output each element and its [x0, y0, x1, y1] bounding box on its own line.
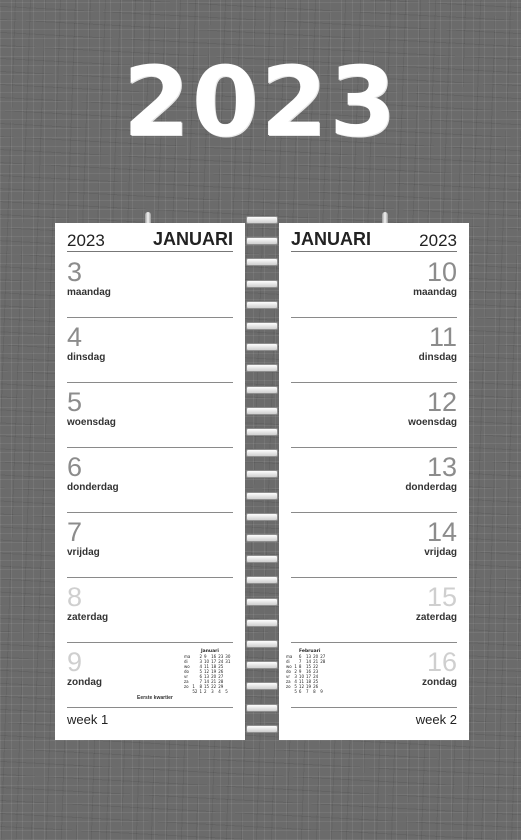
spiral-coil	[244, 661, 278, 669]
spiral-wire	[246, 470, 278, 478]
mini-calendar-cell: 4	[199, 664, 202, 669]
spiral-wire	[246, 534, 278, 542]
mini-calendar-cell: 29	[218, 684, 224, 689]
mini-calendar-cell: 19	[306, 684, 312, 689]
spiral-wire	[246, 492, 278, 500]
day-number: 15	[426, 582, 457, 612]
mini-calendar-cell: 27	[218, 674, 224, 679]
spiral-coil	[244, 725, 278, 733]
day-name: zaterdag	[67, 612, 109, 623]
day-number: 8	[67, 582, 83, 612]
day-number: 13	[426, 452, 457, 482]
mini-calendar-cell: 9	[204, 654, 207, 659]
mini-calendar-cell: 4	[218, 689, 221, 694]
day-name: woensdag	[67, 417, 116, 428]
mini-calendar-cell: ma	[184, 654, 191, 659]
mini-calendar-cell: 14	[306, 659, 312, 664]
mini-calendar-cell: vr	[184, 674, 189, 679]
spiral-wire	[246, 725, 278, 733]
day-row-tuesday[interactable]	[291, 318, 457, 383]
spiral-wire	[246, 407, 278, 415]
mini-calendar-cell: 23	[313, 669, 319, 674]
header-month: JANUARI	[152, 229, 233, 249]
mini-calendar-cell: 3	[294, 674, 297, 679]
mini-calendar-cell: 4	[294, 679, 297, 684]
mini-calendar-cell: do	[286, 669, 291, 674]
mini-calendar-cell: di	[184, 659, 188, 664]
spiral-coil	[244, 513, 278, 521]
mini-calendar-cell: za	[286, 679, 291, 684]
day-name: zondag	[67, 677, 102, 688]
day-number: 11	[428, 322, 457, 352]
day-name: woensdag	[408, 417, 457, 428]
mini-calendar-cell: 2	[199, 654, 202, 659]
mini-calendar-cell: 7	[199, 679, 202, 684]
spiral-wire	[246, 301, 278, 309]
day-name: zondag	[422, 677, 457, 688]
mini-calendar-cell: 1	[192, 684, 195, 689]
day-number: 16	[426, 647, 457, 677]
spiral-wire	[246, 704, 278, 712]
spiral-coil	[244, 449, 278, 457]
mini-calendar-cell: 6	[199, 674, 202, 679]
spiral-wire	[246, 682, 278, 690]
spiral-coil	[244, 619, 278, 627]
mini-calendar-cell: 31	[225, 659, 231, 664]
spiral-coil	[244, 364, 278, 372]
mini-calendar-cell	[183, 689, 191, 694]
spiral-coil	[244, 640, 278, 648]
mini-calendar-cell: 28	[218, 679, 224, 684]
week-label: week 1	[67, 712, 109, 727]
day-row-wednesday[interactable]	[67, 383, 233, 448]
day-row-monday[interactable]	[67, 253, 233, 318]
spiral-wire	[246, 237, 278, 245]
spiral-coil	[244, 492, 278, 500]
mini-calendar-row	[183, 689, 231, 694]
spiral-coil	[244, 322, 278, 330]
day-row-thursday[interactable]	[291, 448, 457, 513]
mini-calendar-cell: 14	[204, 679, 210, 684]
spiral-coil	[244, 301, 278, 309]
mini-calendar-cell: 28	[320, 659, 326, 664]
mini-calendar-cell: 13	[204, 674, 210, 679]
mini-calendar-cell: di	[286, 659, 290, 664]
mini-calendar-cell: 30	[225, 654, 231, 659]
calendar-page-left	[55, 223, 245, 740]
mini-calendar-cell: 26	[218, 669, 224, 674]
spiral-wire	[246, 598, 278, 606]
spiral-wire	[246, 386, 278, 394]
day-name: vrijdag	[67, 547, 100, 558]
mini-calendar-cell: 5	[294, 689, 297, 694]
mini-calendar-cell: 1	[199, 689, 202, 694]
mini-calendar-cell: 52	[192, 689, 198, 694]
mini-calendar-cell: 22	[313, 664, 319, 669]
mini-calendar-cell: 1	[294, 664, 297, 669]
mini-calendar-cell: do	[184, 669, 189, 674]
mini-calendar-cell: 24	[313, 674, 319, 679]
header-month: JANUARI	[291, 229, 372, 249]
mini-calendar-cell: 12	[298, 684, 304, 689]
mini-calendar-february	[285, 649, 326, 694]
mini-calendar-cell: 17	[306, 674, 312, 679]
mini-calendar-cell: 7	[298, 659, 302, 664]
mini-calendar-cell: zo	[184, 684, 189, 689]
day-number: 6	[67, 452, 83, 482]
mini-calendar-cell: 2	[204, 689, 207, 694]
day-name: maandag	[67, 287, 111, 298]
spiral-coil	[244, 555, 278, 563]
day-number: 10	[426, 257, 457, 287]
mini-calendar-cell: 6	[298, 654, 302, 659]
mini-calendar-cell: 17	[211, 659, 217, 664]
mini-calendar-cell: 7	[306, 689, 309, 694]
spiral-coil	[244, 280, 278, 288]
spiral-coil	[244, 428, 278, 436]
day-row-tuesday[interactable]	[67, 318, 233, 383]
mini-calendar-cell	[285, 689, 293, 694]
day-row-monday[interactable]	[291, 253, 457, 318]
spiral-coil	[244, 682, 278, 690]
mini-calendar-cell: za	[184, 679, 189, 684]
mini-calendar-cell: 22	[211, 684, 217, 689]
mini-calendar-cell: 25	[313, 679, 319, 684]
cover-year-title: 2023	[122, 46, 399, 158]
mini-calendar-cell: 19	[211, 669, 217, 674]
mini-calendar-cell: 18	[211, 664, 217, 669]
day-number: 3	[67, 257, 83, 287]
day-name: vrijdag	[424, 547, 457, 558]
spiral-coil	[244, 216, 278, 224]
day-row-thursday[interactable]	[67, 448, 233, 513]
mini-calendar-cell: 26	[313, 684, 319, 689]
mini-calendar-cell: 12	[204, 669, 210, 674]
mini-calendar-cell: 21	[313, 659, 319, 664]
day-row-friday[interactable]	[67, 513, 233, 578]
mini-calendar-cell: 15	[306, 664, 312, 669]
mini-calendar-cell: 23	[218, 654, 224, 659]
day-row-saturday[interactable]	[67, 578, 233, 643]
day-number: 12	[426, 387, 457, 417]
spiral-wire	[246, 364, 278, 372]
spiral-wire	[246, 280, 278, 288]
day-name: maandag	[413, 287, 457, 298]
day-number: 7	[67, 517, 83, 547]
mini-calendar-cell: 10	[298, 674, 304, 679]
day-row-wednesday[interactable]	[291, 383, 457, 448]
mini-calendar-cell: 27	[320, 654, 326, 659]
spiral-wire	[246, 640, 278, 648]
mini-calendar-cell: 9	[320, 689, 323, 694]
mini-calendar-title: Februari	[299, 649, 321, 654]
mini-calendar-cell: ma	[286, 654, 293, 659]
mini-calendar-cell: 18	[306, 679, 312, 684]
day-name: zaterdag	[415, 612, 457, 623]
day-row-friday[interactable]	[291, 513, 457, 578]
week-label: week 2	[415, 712, 457, 727]
spiral-wire	[246, 322, 278, 330]
header-year: 2023	[419, 231, 457, 250]
spiral-coil	[244, 386, 278, 394]
mini-calendar-cell: 10	[204, 659, 210, 664]
mini-calendar-cell: 16	[306, 669, 312, 674]
spiral-wire	[246, 661, 278, 669]
mini-calendar-cell: 11	[298, 679, 304, 684]
mini-calendar-cell: 15	[204, 684, 210, 689]
day-number: 9	[67, 647, 83, 677]
spiral-wire	[246, 428, 278, 436]
mini-calendar-cell: vr	[286, 674, 291, 679]
mini-calendar-cell: 21	[211, 679, 217, 684]
spiral-coil	[244, 704, 278, 712]
mini-calendar-cell: 8	[313, 689, 316, 694]
spiral-wire	[246, 513, 278, 521]
mini-calendar-cell: zo	[286, 684, 291, 689]
day-number: 14	[426, 517, 457, 547]
spiral-coil	[244, 534, 278, 542]
mini-calendar-cell: 5	[294, 684, 297, 689]
mini-calendar-cell: wo	[184, 664, 190, 669]
mini-calendar-cell: 16	[211, 654, 217, 659]
spiral-wire	[246, 258, 278, 266]
spiral-wire	[246, 449, 278, 457]
mini-calendar-grid	[285, 654, 326, 694]
spiral-wire	[246, 619, 278, 627]
header-year: 2023	[67, 231, 105, 250]
mini-calendar-cell: 20	[211, 674, 217, 679]
mini-calendar-cell: 8	[199, 684, 202, 689]
day-name: dinsdag	[67, 352, 106, 363]
spiral-wire	[246, 555, 278, 563]
spiral-coil	[244, 598, 278, 606]
spiral-coil	[244, 343, 278, 351]
mini-calendar-cell: 25	[218, 664, 224, 669]
mini-calendar-title: Januari	[201, 649, 219, 654]
mini-calendar-cell: 11	[204, 664, 210, 669]
spiral-wire	[246, 343, 278, 351]
mini-calendar-cell: 3	[211, 689, 214, 694]
day-number: 5	[67, 387, 83, 417]
mini-calendar-row	[285, 689, 326, 694]
day-row-saturday[interactable]	[291, 578, 457, 643]
mini-calendar-cell: 9	[298, 669, 302, 674]
spiral-wire	[246, 216, 278, 224]
calendar-page-right	[279, 223, 469, 740]
mini-calendar-cell: wo	[286, 664, 292, 669]
mini-calendar-january	[183, 649, 231, 694]
day-number: 4	[67, 322, 83, 352]
mini-calendar-cell: 20	[313, 654, 319, 659]
mini-calendar-cell: 2	[294, 669, 297, 674]
mini-calendar-cell: 3	[199, 659, 202, 664]
day-name: donderdag	[405, 482, 457, 493]
spiral-coil	[244, 470, 278, 478]
mini-calendar-cell: 6	[298, 689, 302, 694]
mini-calendar-grid	[183, 654, 231, 694]
spiral-coil	[244, 258, 278, 266]
page-header	[291, 229, 457, 252]
spiral-wire	[246, 576, 278, 584]
day-name: dinsdag	[418, 352, 457, 363]
spiral-coil	[244, 237, 278, 245]
mini-calendar-cell: 5	[199, 669, 202, 674]
spiral-coil	[244, 407, 278, 415]
mini-calendar-cell: 13	[306, 654, 312, 659]
day-name: donderdag	[67, 482, 119, 493]
mini-calendar-cell: 5	[225, 689, 228, 694]
page-header	[67, 229, 233, 252]
moon-phase-label: Eerste kwartier	[137, 695, 173, 701]
spiral-coil	[244, 576, 278, 584]
mini-calendar-cell: 8	[298, 664, 302, 669]
mini-calendar-cell: 24	[218, 659, 224, 664]
